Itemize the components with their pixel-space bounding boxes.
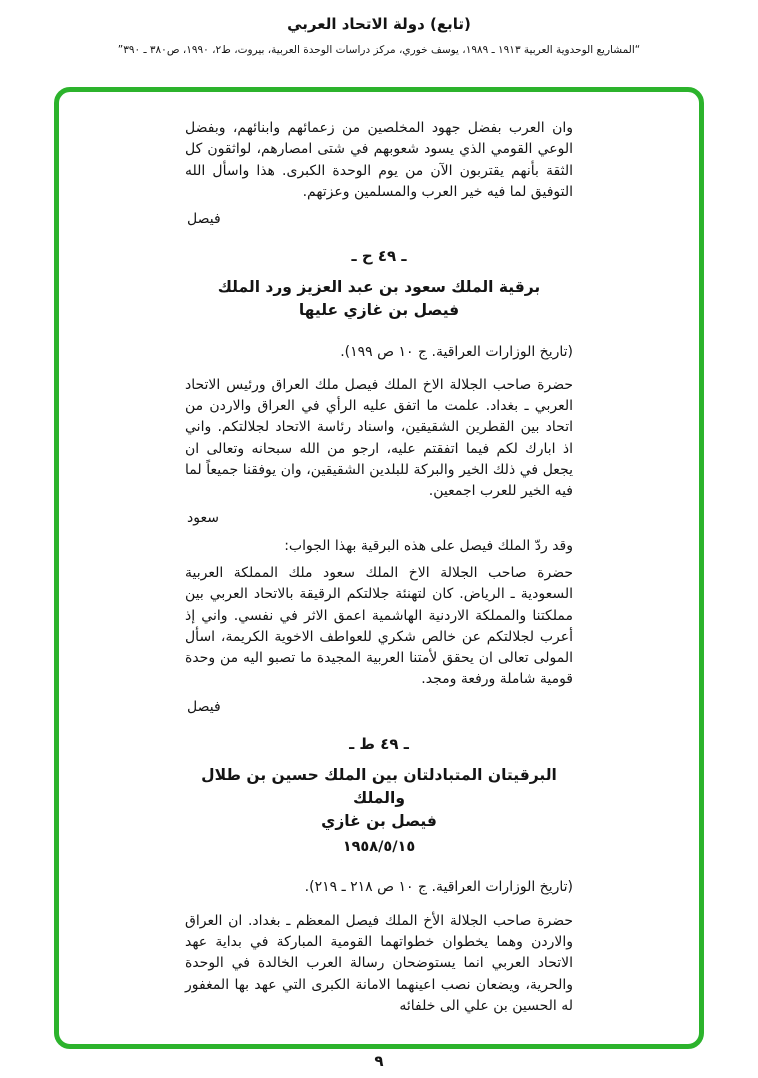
bibliographic-citation: “المشاريع الوحدوية العربية ١٩١٣ ـ ١٩٨٩، يوسف خوري، مركز دراسات الوحدة العربية، بيروت، ط٢، ١٩٩٠، ص٣٨٠ ـ ٣٩٠” [117, 44, 641, 56]
signature-faisal-2: فيصل [187, 698, 221, 715]
section-49h-title-line1: برقية الملك سعود بن عبد العزيز ورد الملك [217, 278, 541, 297]
page-number: ٩ [374, 1052, 384, 1070]
green-content-frame [54, 87, 704, 1049]
section-49t-date: ١٩٥٨/٥/١٥ [342, 839, 416, 856]
running-header [0, 0, 758, 56]
section-49t-number: ـ ٤٩ ط ـ [349, 734, 409, 753]
chapter-continuation-title: (تابع) دولة الاتحاد العربي [287, 15, 471, 33]
signature-faisal-1: فيصل [187, 211, 221, 228]
intro-paragraph: وان العرب بفضل جهود المخلصين من زعمائهم وابنائهم، وبفضل الوعي القومي الذي يسود شعوبهم في شتى امصارهم، لواثقون كل الثقة بأنهم يقتربون الآن من يوم الوحدة الكبرى. هذا واسأل الله التوفيق لما فيه خير العرب والمسلمين وعزتهم. [185, 120, 573, 200]
section-49t-title-line1: البرقيتان المتبادلتان بين الملك حسين بن طلال والملك [201, 765, 557, 807]
section-49t-title [185, 764, 573, 834]
saud-telegram-paragraph: حضرة صاحب الجلالة الاخ الملك فيصل ملك العراق ورئيس الاتحاد العربي ـ بغداد. علمت ما اتفق عليه الرأي في العراق والاردن من اتحاد بين القطرين الشقيقين، واسناد رئاسة الاتحاد لجلالتكم. واني اذ ابارك لكم فيما اتفقتم عليه، ارجو من الله سبحانه وتعالى ان يجعل في ذلك الخير والبركة للبلدين الشقيقين، وان يوفقنا جميعاً لما فيه الخير للعرب اجمعين. [185, 376, 573, 500]
section-49h-number: ـ ٤٩ ح ـ [351, 247, 407, 266]
section-49h-title-line2: فيصل بن غازي عليها [298, 301, 460, 320]
section-49t-source: (تاريخ الوزارات العراقية. ج ١٠ ص ٢١٨ ـ ٢١٩). [304, 879, 573, 896]
document-text-column [185, 92, 573, 1017]
faisal-reply-paragraph: حضرة صاحب الجلالة الاخ الملك سعود ملك المملكة العربية السعودية ـ الرياض. كان لتهنئة جلالتكم الرقيقة بالاتحاد العربي بين مملكتنا والمملكة الاردنية الهاشمية اعمق الاثر في نفسي. واني إذ أعرب لجلالتكم عن خالص شكري للعواطف الاخوية الكريمة، اسأل المولى تعالى ان يحقق لأمتنا العربية المجيدة ما تصبو اليه من وحدة قومية شاملة ورفعة ومجد. [185, 565, 573, 688]
hussein-telegram-paragraph: حضرة صاحب الجلالة الأخ الملك فيصل المعظم ـ بغداد. ان العراق والاردن وهما يخطوان خطواتهما القومية المباركة في بداية عهد الاتحاد العربي انما يستوضحان رسالة العرب الخالدة في الوحدة والحرية، ويضعان نصب اعينهما الامانة الكبرى التي عهد بها المغفور له الحسين بن علي الى خلفائه [185, 912, 573, 1014]
section-49h-title [185, 276, 573, 323]
signature-saud: سعود [187, 510, 219, 527]
section-49t-title-line2: فيصل بن غازي [321, 812, 437, 831]
reply-intro-line: وقد ردّ الملك فيصل على هذه البرقية بهذا الجواب: [284, 537, 573, 554]
section-49h-source: (تاريخ الوزارات العراقية. ج ١٠ ص ١٩٩). [340, 343, 573, 360]
